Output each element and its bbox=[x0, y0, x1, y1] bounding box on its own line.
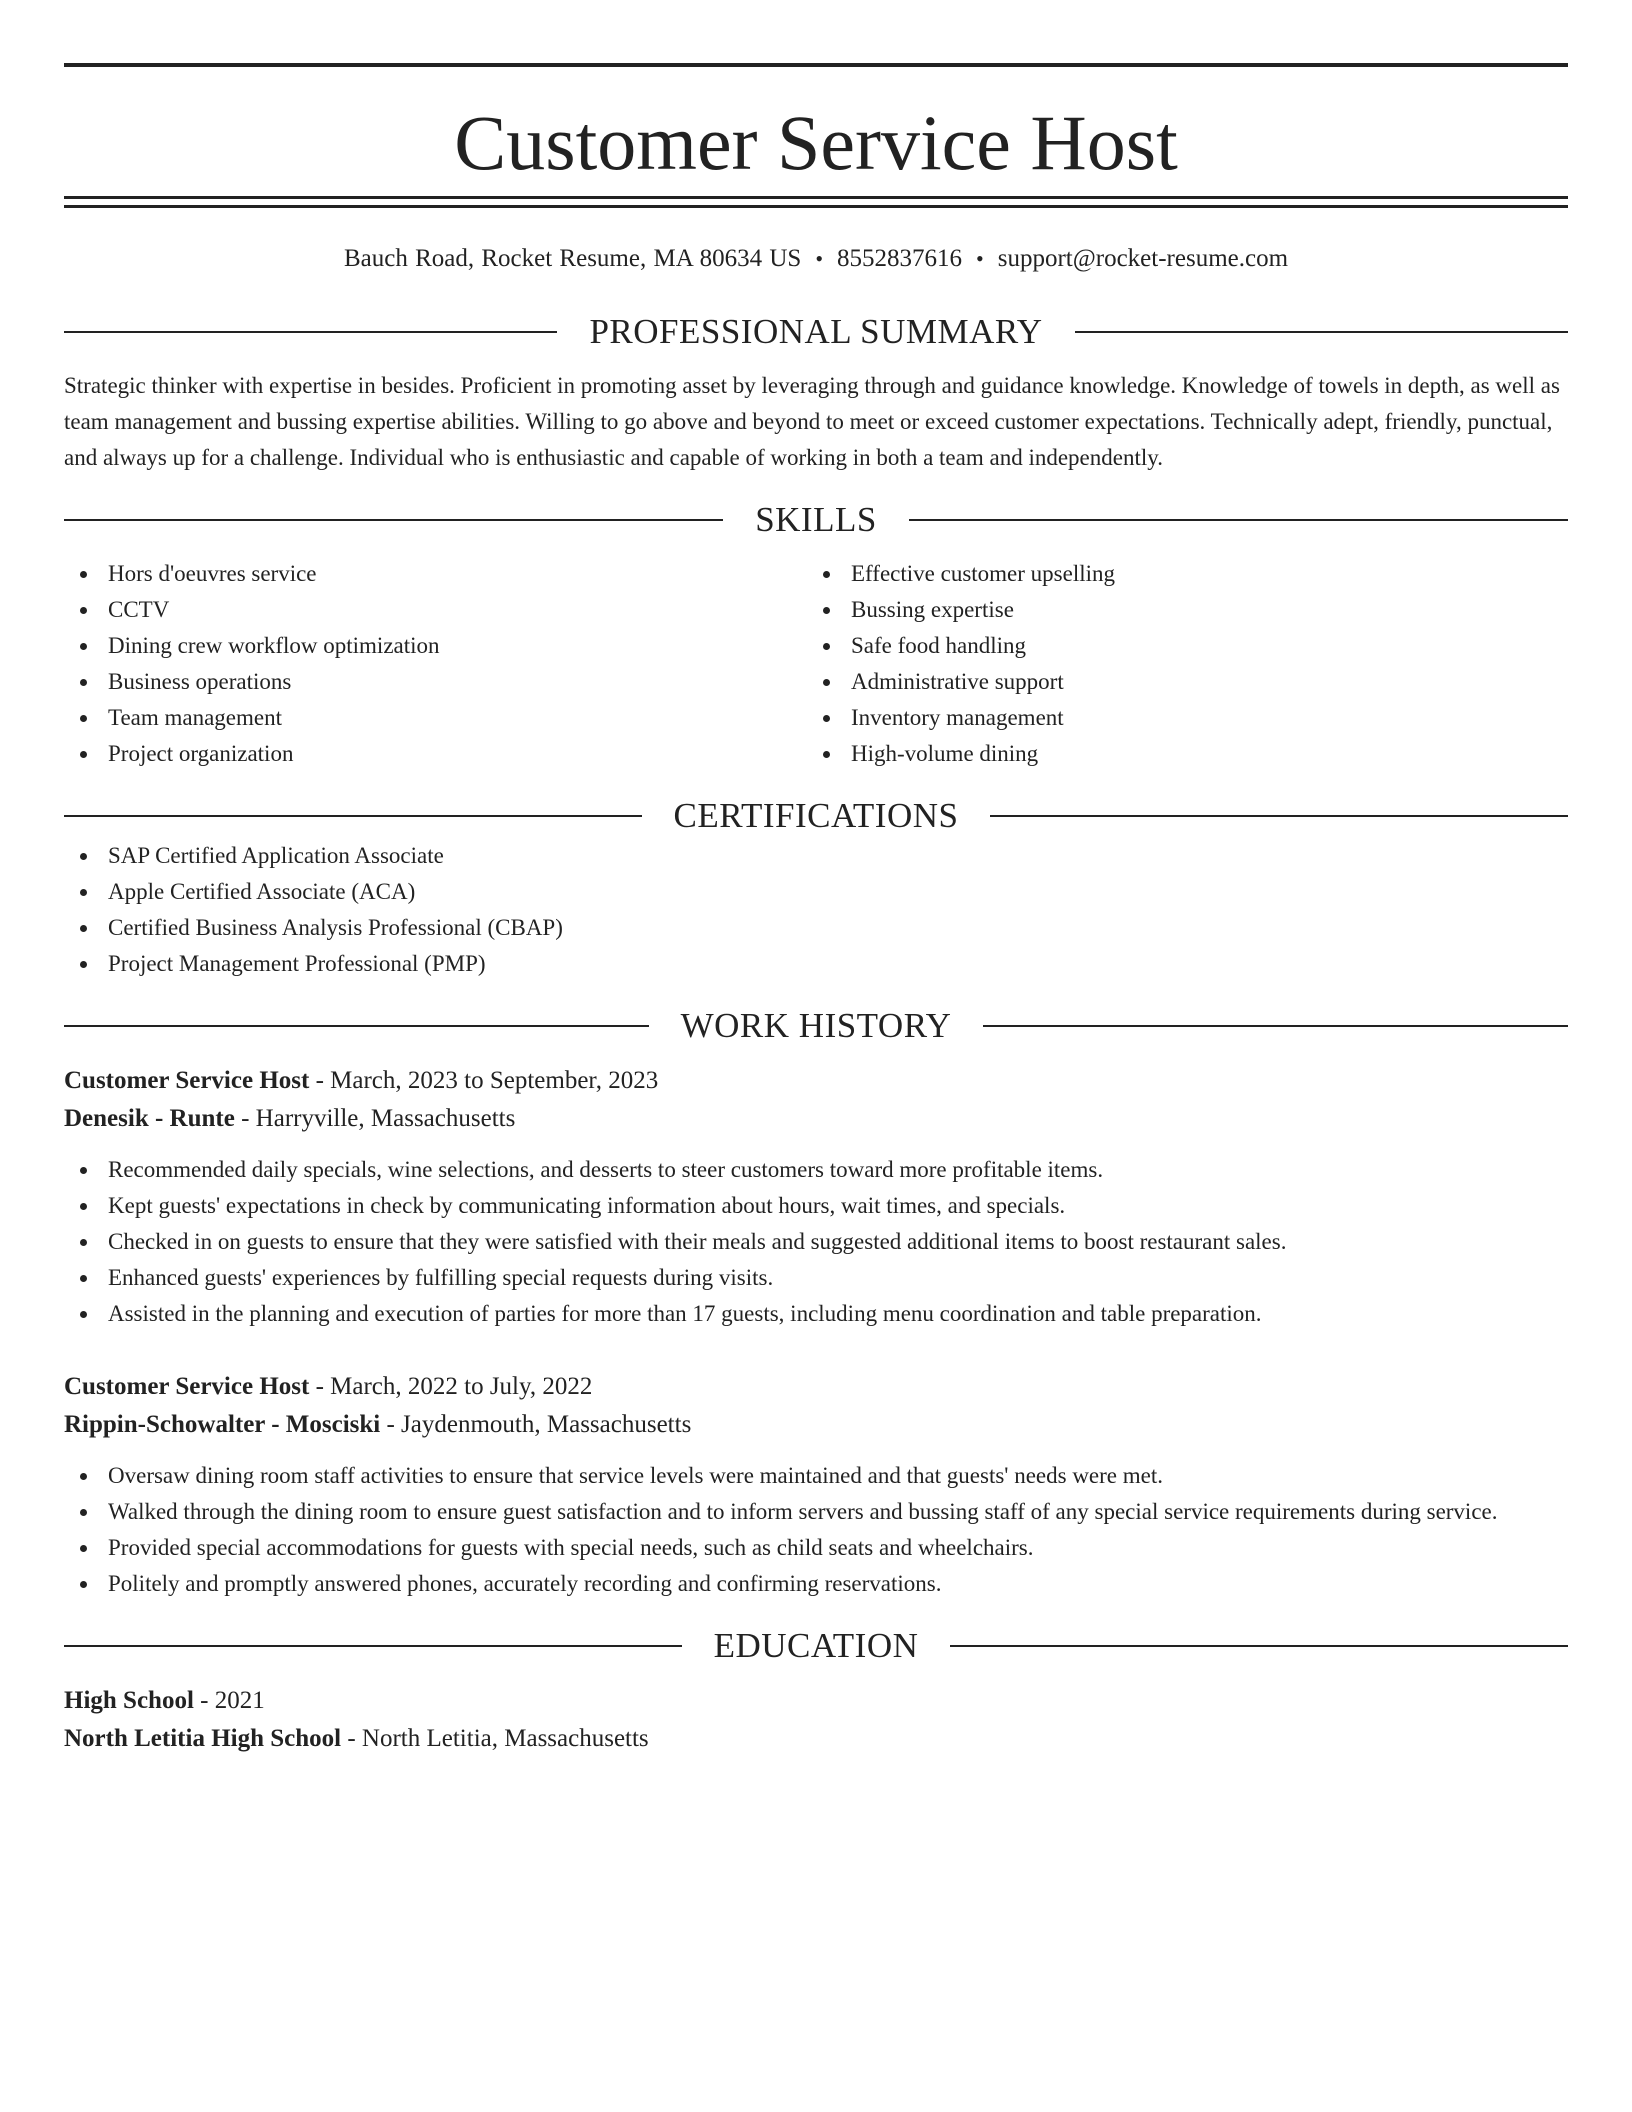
resume-name: Customer Service Host bbox=[454, 99, 1178, 186]
job-company: Rippin-Schowalter - Mosciski bbox=[64, 1411, 381, 1438]
section-title: EDUCATION bbox=[713, 1626, 919, 1665]
section-header-summary bbox=[64, 310, 1568, 354]
section-rule bbox=[64, 1645, 682, 1647]
job-duty-item: Provided special accommodations for guests with special needs, such as child seats and wheelchairs. bbox=[64, 1530, 1568, 1566]
work-entry bbox=[64, 1368, 1568, 1602]
skill-item: Effective customer upselling bbox=[807, 556, 1550, 592]
section-rule bbox=[950, 1645, 1568, 1647]
contact-separator: • bbox=[976, 246, 984, 271]
summary-text: Strategic thinker with expertise in besides. Proficient in promoting asset by leveraging through and guidance knowledge. Knowledge of towels in depth, as well as team management and bussing expertise abilities. Willing to go above and beyond to meet or exceed customer expectations. Technically adept, friendly, punctual, and always up for a challenge. Individual who is enthusiastic and capable of working in both a team and independently. bbox=[64, 373, 1560, 470]
job-duties bbox=[64, 1458, 1568, 1602]
skill-item: Administrative support bbox=[807, 664, 1550, 700]
skill-item: Safe food handling bbox=[807, 628, 1550, 664]
contact-address: Bauch Road, Rocket Resume, MA 80634 US bbox=[343, 245, 802, 272]
job-duty-item: Oversaw dining room staff activities to ensure that service levels were maintained and that guests' needs were met. bbox=[64, 1458, 1568, 1494]
header-top-rule bbox=[64, 63, 1568, 67]
contact-line bbox=[64, 244, 1568, 274]
section-title: PROFESSIONAL SUMMARY bbox=[589, 312, 1043, 351]
education-school-line bbox=[64, 1720, 1568, 1758]
education-year: - 2021 bbox=[193, 1687, 265, 1714]
certification-item: Certified Business Analysis Professional (CBAP) bbox=[64, 910, 1568, 946]
section-header-skills bbox=[64, 498, 1568, 542]
job-duty-item: Assisted in the planning and execution of parties for more than 17 guests, including menu coordination and table preparation. bbox=[64, 1296, 1568, 1332]
skill-item: Team management bbox=[64, 700, 807, 736]
section-rule bbox=[64, 1025, 649, 1027]
skills-column-right bbox=[807, 556, 1550, 772]
section-header-work-history bbox=[64, 1004, 1568, 1048]
contact-phone: 8552837616 bbox=[837, 245, 963, 272]
section-rule bbox=[909, 519, 1568, 521]
job-duty-item: Recommended daily specials, wine selections, and desserts to steer customers toward more profitable items. bbox=[64, 1152, 1568, 1188]
education-entry bbox=[64, 1682, 1568, 1758]
header-double-rule bbox=[64, 196, 1568, 208]
section-rule bbox=[1075, 331, 1568, 333]
job-location: - Harryville, Massachusetts bbox=[234, 1105, 516, 1132]
section-title: WORK HISTORY bbox=[680, 1006, 952, 1045]
skill-item: Business operations bbox=[64, 664, 807, 700]
skill-item: Hors d'oeuvres service bbox=[64, 556, 807, 592]
contact-email: support@rocket-resume.com bbox=[997, 245, 1289, 272]
skills-column-left bbox=[64, 556, 807, 772]
section-rule bbox=[64, 331, 557, 333]
job-duty-item: Enhanced guests' experiences by fulfilling special requests during visits. bbox=[64, 1260, 1568, 1296]
job-title: Customer Service Host bbox=[64, 1373, 310, 1400]
job-duty-item: Kept guests' expectations in check by communicating information about hours, wait times, and specials. bbox=[64, 1188, 1568, 1224]
certifications-list bbox=[64, 838, 1568, 982]
section-title: CERTIFICATIONS bbox=[673, 796, 959, 835]
skill-item: CCTV bbox=[64, 592, 807, 628]
job-duties bbox=[64, 1152, 1568, 1332]
job-title-line bbox=[64, 1062, 1568, 1100]
job-dates: - March, 2022 to July, 2022 bbox=[309, 1373, 593, 1400]
certification-item: Apple Certified Associate (ACA) bbox=[64, 874, 1568, 910]
section-rule bbox=[64, 519, 723, 521]
skill-item: High-volume dining bbox=[807, 736, 1550, 772]
job-company-line bbox=[64, 1406, 1568, 1444]
education-school: North Letitia High School bbox=[64, 1725, 342, 1752]
job-title: Customer Service Host bbox=[64, 1067, 310, 1094]
certification-item: SAP Certified Application Associate bbox=[64, 838, 1568, 874]
education-degree: High School bbox=[64, 1687, 194, 1714]
section-header-education bbox=[64, 1624, 1568, 1668]
job-title-line bbox=[64, 1368, 1568, 1406]
section-rule bbox=[983, 1025, 1568, 1027]
certification-item: Project Management Professional (PMP) bbox=[64, 946, 1568, 982]
job-dates: - March, 2023 to September, 2023 bbox=[309, 1067, 659, 1094]
education-location: - North Letitia, Massachusetts bbox=[341, 1725, 649, 1752]
contact-separator: • bbox=[815, 246, 824, 271]
education-degree-line bbox=[64, 1682, 1568, 1720]
skill-item: Bussing expertise bbox=[807, 592, 1550, 628]
skill-item: Inventory management bbox=[807, 700, 1550, 736]
section-rule bbox=[64, 815, 642, 817]
job-company: Denesik - Runte bbox=[64, 1105, 235, 1132]
job-location: - Jaydenmouth, Massachusetts bbox=[380, 1411, 692, 1438]
section-header-certifications bbox=[64, 794, 1568, 838]
skill-item: Project organization bbox=[64, 736, 807, 772]
skills-list bbox=[64, 556, 1568, 772]
section-rule bbox=[990, 815, 1568, 817]
skill-item: Dining crew workflow optimization bbox=[64, 628, 807, 664]
job-duty-item: Walked through the dining room to ensure guest satisfaction and to inform servers and bussing staff of any special service requirements during service. bbox=[64, 1494, 1568, 1530]
section-title: SKILLS bbox=[755, 500, 877, 539]
job-duty-item: Politely and promptly answered phones, accurately recording and confirming reservations. bbox=[64, 1566, 1568, 1602]
work-entry bbox=[64, 1062, 1568, 1332]
job-duty-item: Checked in on guests to ensure that they were satisfied with their meals and suggested additional items to boost restaurant sales. bbox=[64, 1224, 1568, 1260]
job-company-line bbox=[64, 1100, 1568, 1138]
